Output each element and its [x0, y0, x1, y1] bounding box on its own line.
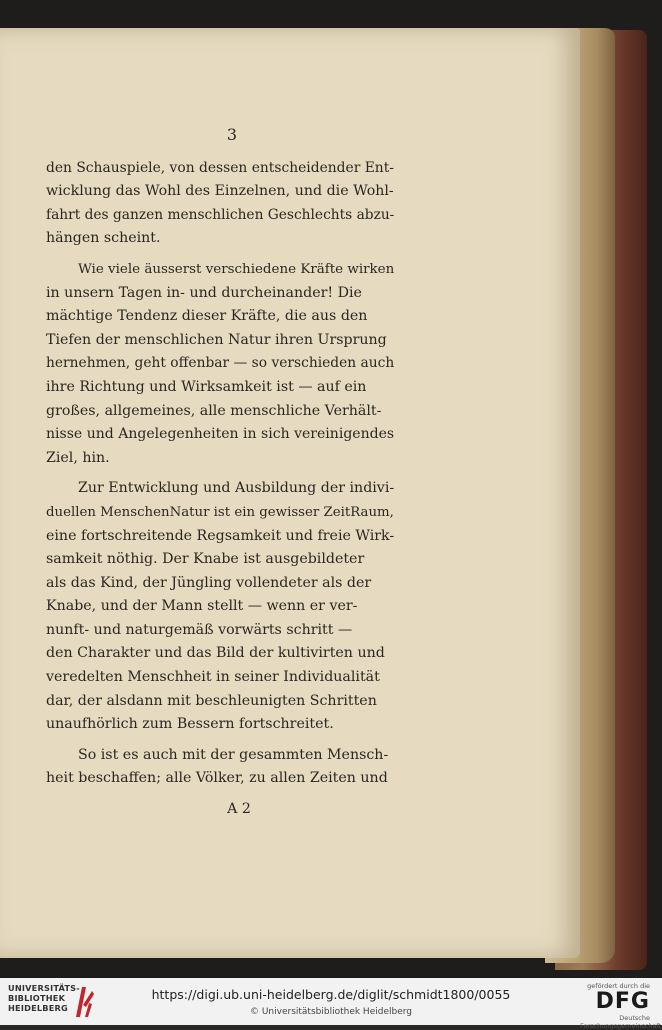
text-line: unaufhörlich zum Bessern fortschreitet. — [46, 716, 334, 733]
text-line: nisse und Angelegenheiten in sich vereinigendes — [46, 426, 394, 443]
library-logo-line: HEIDELBERG — [8, 1003, 68, 1013]
text-line: Knabe, und der Mann stellt — wenn er ver- — [46, 598, 358, 615]
text-line: Wie viele äusserst verschiedene Kräfte wirken — [78, 261, 394, 277]
text-line: duellen MenschenNatur ist ein gewisser ZeitRaum, — [46, 504, 394, 520]
signature-mark: A 2 — [227, 801, 251, 818]
text-line: als das Kind, der Jüngling vollendeter als der — [46, 574, 372, 591]
text-line: veredelten Menschheit in seiner Individualität — [46, 669, 380, 686]
funding-note: gefördert durch die — [587, 982, 650, 990]
text-line: nunft- und naturgemäß vorwärts schritt — — [46, 621, 353, 638]
page-text-block — [46, 123, 394, 822]
paragraph — [46, 157, 394, 251]
text-line: mächtige Tendenz dieser Kräfte, die aus den — [46, 308, 368, 325]
text-line: ihre Richtung und Wirksamkeit ist — auf ein — [46, 378, 367, 395]
text-line: wicklung das Wohl des Einzelnen, und die Wohl- — [46, 183, 394, 200]
text-line: dar, der alsdann mit beschleunigten Schritten — [46, 692, 377, 709]
text-line: Tiefen der menschlichen Natur ihren Ursprung — [46, 331, 387, 348]
dfg-logo: DFG — [595, 989, 650, 1014]
text-line: hängen scheint. — [46, 230, 161, 247]
text-line: Ziel, hin. — [46, 449, 110, 466]
book-page — [0, 28, 580, 958]
funding-note: Forschungsgemeinschaft — [580, 1022, 662, 1030]
paragraphs — [46, 157, 394, 791]
text-line: in unsern Tagen in- und durcheinander! Die — [46, 284, 362, 301]
permalink-url[interactable]: https://digi.ub.uni-heidelberg.de/diglit/schmidt1800/0055 — [151, 987, 511, 1002]
page-number: 3 — [226, 125, 238, 144]
text-line: hernehmen, geht offenbar — so verschieden auch — [46, 355, 394, 372]
text-line: heit beschaffen; alle Völker, zu allen Zeiten und — [46, 770, 388, 787]
text-line: So ist es auch mit der gesammten Mensch- — [78, 746, 389, 763]
text-line: samkeit nöthig. Der Knabe ist ausgebildeter — [46, 551, 365, 568]
text-line: Zur Entwicklung und Ausbildung der indivi- — [78, 480, 394, 497]
paragraph — [46, 744, 394, 791]
text-line: fahrt des ganzen menschlichen Geschlechts abzu- — [46, 206, 394, 223]
library-logo-line: BIBLIOTHEK — [8, 993, 66, 1003]
library-logo-line: UNIVERSITÄTS- — [8, 983, 80, 993]
text-line: eine fortschreitende Regsamkeit und freie Wirk- — [46, 527, 394, 544]
funding-note: Deutsche — [619, 1014, 650, 1022]
dfg-funding[interactable] — [580, 982, 662, 1030]
paragraph — [46, 258, 394, 470]
copyright-notice: © Universitätsbibliothek Heidelberg — [249, 1007, 412, 1017]
paragraph — [46, 477, 394, 737]
text-line: den Schauspiele, von dessen entscheidender Ent- — [46, 159, 394, 176]
text-line: großes, allgemeines, alle menschliche Verhält- — [46, 402, 382, 419]
text-line: den Charakter und das Bild der kultivirten und — [46, 645, 385, 662]
viewer-footer — [0, 978, 662, 1030]
